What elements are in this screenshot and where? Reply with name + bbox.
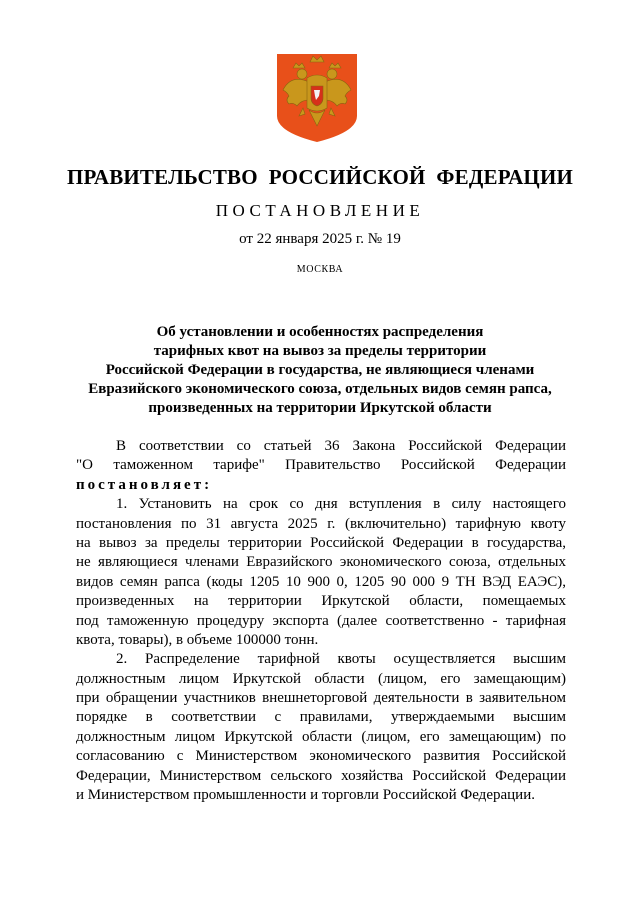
- title-line: произведенных на территории Иркутской области: [148, 400, 492, 416]
- document-title: [60, 323, 580, 418]
- document-date-number: от 22 января 2025 г. № 19: [239, 231, 401, 247]
- body-line: 1. Установить на срок со дня вступления в силу настоящего: [116, 496, 566, 513]
- document-body: [76, 437, 566, 805]
- body-line: должностным лицом Иркутской области (лицом, его замещающим): [76, 670, 566, 687]
- title-line: Об установлении и особенностях распределения: [156, 324, 484, 340]
- body-line: и Министерством промышленности и торговли Российской Федерации.: [76, 787, 535, 804]
- document-city: МОСКВА: [296, 264, 344, 275]
- document-type: ПОСТАНОВЛЕНИЕ: [215, 201, 425, 220]
- body-line: на вывоз за пределы территории Российской Федерации в государства,: [76, 534, 566, 551]
- russian-coat-of-arms-icon: [275, 52, 359, 144]
- body-line: Федерации, Министерством сельского хозяйства Российской Федерации: [76, 767, 566, 784]
- body-line: согласованию с Министерством экономического развития Российской: [76, 748, 566, 765]
- body-line: произведенных на территории Иркутской области, помещаемых: [76, 593, 566, 610]
- government-name: ПРАВИТЕЛЬСТВО РОССИЙСКОЙ ФЕДЕРАЦИИ: [66, 165, 574, 189]
- title-line: тарифных квот на вывоз за пределы территории: [153, 343, 487, 359]
- body-line: "О таможенном тарифе" Правительство Российской Федерации: [76, 457, 566, 474]
- title-line: Евразийского экономического союза, отдельных видов семян рапса,: [88, 381, 552, 397]
- body-line: должностным лицом Иркутской области (лицом, его замещающим) по: [76, 728, 566, 745]
- body-line: при обращении участников внешнеторговой деятельности в заявительном: [76, 690, 566, 707]
- body-line: не являющиеся членами Евразийского экономического союза, отдельных: [76, 554, 566, 571]
- body-line: под таможенную процедуру экспорта (далее соответственно - тарифная: [76, 612, 566, 629]
- title-line: Российской Федерации в государства, не являющиеся членами: [105, 362, 535, 378]
- body-line: 2. Распределение тарифной квоты осуществляется высшим: [116, 651, 566, 668]
- body-line: постановления по 31 августа 2025 г. (включительно) тарифную квоту: [76, 515, 566, 532]
- resolves-keyword: постановляет:: [76, 476, 213, 493]
- body-line: квота, товары), в объеме 100000 тонн.: [76, 631, 319, 648]
- body-line: порядке в соответствии с правилами, утверждаемыми высшим: [76, 709, 566, 726]
- body-line: В соответствии со статьей 36 Закона Российской Федерации: [116, 438, 566, 454]
- body-line: видов семян рапса (коды 1205 10 900 0, 1205 90 000 9 ТН ВЭД ЕАЭС),: [76, 573, 566, 590]
